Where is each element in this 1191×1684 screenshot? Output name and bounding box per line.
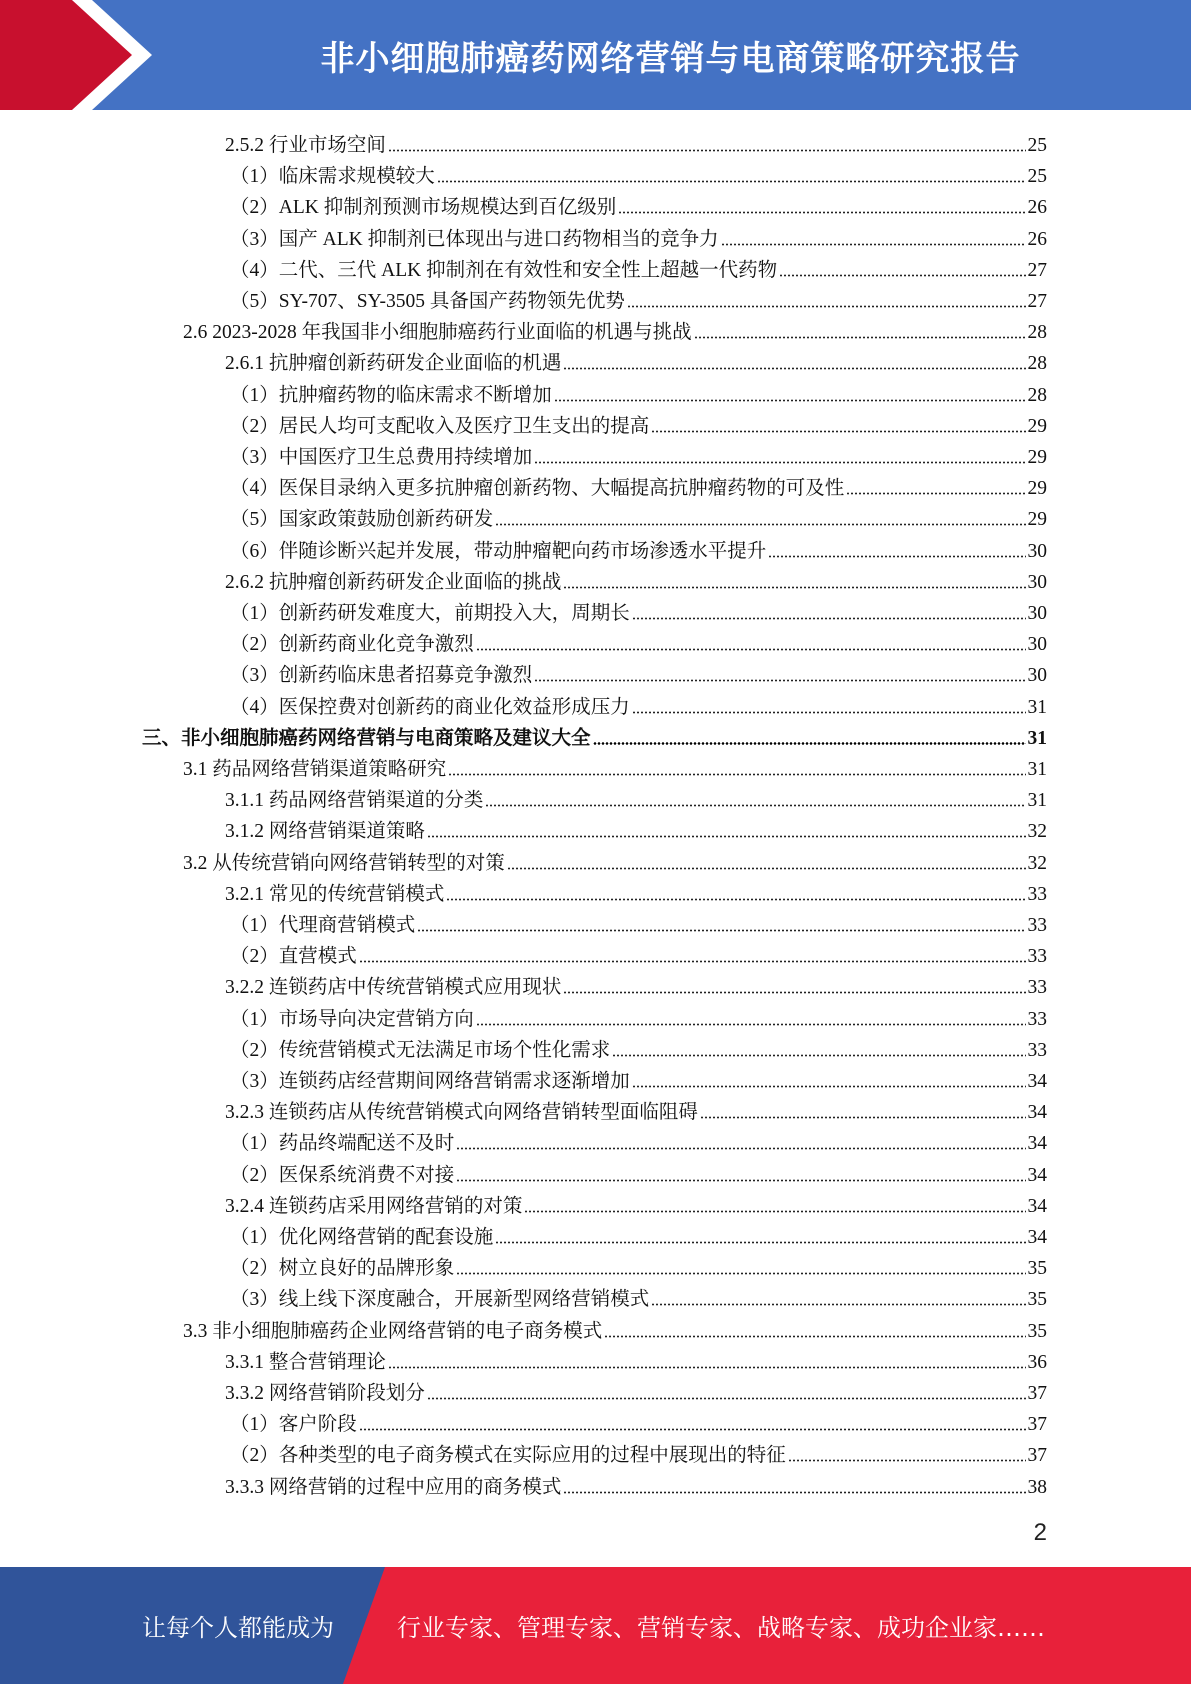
toc-dot-leader: [788, 1459, 1026, 1462]
toc-entry-label: 3.1.2 网络营销渠道策略: [225, 821, 425, 843]
toc-dot-leader: [359, 960, 1026, 963]
toc-entry[interactable]: [230, 189, 1047, 220]
toc-entry[interactable]: [230, 1250, 1047, 1281]
toc-entry-page: 25: [1027, 166, 1047, 188]
toc-entry[interactable]: [230, 1437, 1047, 1468]
toc-dot-leader: [632, 617, 1026, 620]
toc-dot-leader: [427, 1397, 1026, 1400]
toc-entry-page: 38: [1027, 1476, 1047, 1498]
toc-dot-leader: [563, 991, 1025, 994]
page-footer: [0, 1567, 1191, 1684]
toc-entry-label: 2.6 2023-2028 年我国非小细胞肺癌药行业面临的机遇与挑战: [183, 322, 692, 344]
toc-dot-leader: [456, 1147, 1025, 1150]
toc-entry[interactable]: [230, 439, 1047, 470]
toc-entry-label: （3）创新药临床患者招募竞争激烈: [230, 665, 533, 687]
toc-dot-leader: [485, 804, 1025, 807]
toc-entry-page: 33: [1027, 977, 1047, 999]
toc-entry[interactable]: [225, 127, 1047, 158]
toc-entry[interactable]: [225, 1344, 1047, 1375]
toc-entry-label: （2）各种类型的电子商务模式在实际应用的过程中展现出的特征: [230, 1445, 786, 1467]
toc-entry[interactable]: [225, 1188, 1047, 1219]
toc-entry[interactable]: [230, 907, 1047, 938]
toc-entry[interactable]: [183, 314, 1047, 345]
toc-entry-label: 3.2.2 连锁药店中传统营销模式应用现状: [225, 977, 562, 999]
toc-dot-leader: [846, 492, 1025, 495]
toc-dot-leader: [495, 523, 1025, 526]
toc-entry[interactable]: [225, 876, 1047, 907]
toc-entry[interactable]: [230, 689, 1047, 720]
toc-dot-leader: [554, 399, 1026, 402]
toc-entry-label: 3.2.1 常见的传统营销模式: [225, 883, 445, 905]
toc-entry-label: 2.5.2 行业市场空间: [225, 135, 386, 156]
toc-entry[interactable]: [225, 782, 1047, 813]
toc-entry-page: 32: [1027, 821, 1047, 843]
toc-dot-leader: [563, 1491, 1025, 1494]
toc-entry-page: 28: [1027, 353, 1047, 375]
toc-entry[interactable]: [225, 1375, 1047, 1406]
toc-entry-label: （2）创新药商业化竞争激烈: [230, 634, 474, 656]
toc-entry[interactable]: [230, 158, 1047, 189]
toc-entry-label: 3.3 非小细胞肺癌药企业网络营销的电子商务模式: [183, 1320, 603, 1342]
toc-entry-label: （1）市场导向决定营销方向: [230, 1008, 474, 1030]
toc-dot-leader: [388, 1366, 1026, 1369]
toc-entry-label: （1）临床需求规模较大: [230, 166, 435, 188]
toc-dot-leader: [388, 149, 1026, 152]
toc-entry[interactable]: [230, 1219, 1047, 1250]
toc-dot-leader: [417, 929, 1025, 932]
toc-entry[interactable]: [225, 969, 1047, 1000]
toc-entry[interactable]: [230, 408, 1047, 439]
toc-entry-page: 29: [1027, 447, 1047, 468]
toc-entry-page: 34: [1027, 1102, 1047, 1124]
toc-entry-label: （2）树立良好的品牌形象: [230, 1258, 455, 1280]
toc-entry-page: 30: [1027, 603, 1047, 624]
toc-entry-label: 3.3.2 网络营销阶段划分: [225, 1383, 425, 1404]
toc-entry-label: 2.6.1 抗肿瘤创新药研发企业面临的机遇: [225, 353, 562, 375]
page-header: [0, 0, 1191, 110]
toc-dot-leader: [651, 430, 1025, 433]
toc-dot-leader: [437, 180, 1026, 183]
toc-entry-label: 3.2.3 连锁药店从传统营销模式向网络营销转型面临阻碍: [225, 1102, 698, 1124]
toc-dot-leader: [604, 1335, 1025, 1338]
toc-dot-leader: [593, 742, 1026, 745]
toc-entry-page: 33: [1027, 1008, 1047, 1030]
toc-entry[interactable]: [230, 595, 1047, 626]
footer-slogan-right: 行业专家、管理专家、营销专家、战略专家、成功企业家……: [397, 1614, 1045, 1642]
toc-entry-label: （4）二代、三代 ALK 抑制剂在有效性和安全性上超越一代药物: [230, 259, 778, 281]
toc-dot-leader: [721, 243, 1026, 246]
toc-entry-label: （3）国产 ALK 抑制剂已体现出与进口药物相当的竞争力: [230, 228, 719, 250]
toc-dot-leader: [476, 648, 1026, 651]
toc-entry-page: 34: [1027, 1195, 1047, 1217]
toc-dot-leader: [651, 1303, 1025, 1306]
toc-dot-leader: [563, 586, 1025, 589]
toc-dot-leader: [632, 1085, 1026, 1088]
toc-dot-leader: [456, 1179, 1025, 1182]
toc-dot-leader: [612, 1054, 1025, 1057]
toc-dot-leader: [694, 336, 1026, 339]
toc-entry[interactable]: [230, 470, 1047, 501]
toc-entry-label: （2）居民人均可支配收入及医疗卫生支出的提高: [230, 415, 650, 437]
toc-entry-label: （1）抗肿瘤药物的临床需求不断增加: [230, 384, 552, 406]
toc-dot-leader: [618, 211, 1025, 214]
toc-entry-page: 30: [1027, 540, 1047, 562]
toc-entry-label: （4）医保目录纳入更多抗肿瘤创新药物、大幅提高抗肿瘤药物的可及性: [230, 478, 845, 500]
toc-entry[interactable]: [183, 751, 1047, 782]
toc-dot-leader: [768, 555, 1025, 558]
toc-dot-leader: [495, 1241, 1025, 1244]
toc-dot-leader: [456, 1272, 1025, 1275]
toc-entry-page: 29: [1027, 415, 1047, 437]
toc-entry-page: 29: [1027, 478, 1047, 500]
toc-entry-page: 33: [1027, 946, 1047, 968]
toc-entry-page: 33: [1027, 1039, 1047, 1061]
toc-entry-label: （2）传统营销模式无法满足市场个性化需求: [230, 1039, 611, 1061]
toc-entry-page: 29: [1027, 509, 1047, 531]
toc-entry[interactable]: [230, 1281, 1047, 1312]
toc-entry[interactable]: [230, 252, 1047, 283]
toc-entry[interactable]: [230, 501, 1047, 532]
header-red-arrow: [0, 0, 140, 110]
toc-entry-page: 37: [1027, 1414, 1047, 1436]
toc-dot-leader: [534, 679, 1025, 682]
toc-entry-label: 3.2.4 连锁药店采用网络营销的对策: [225, 1195, 523, 1217]
toc-entry-page: 27: [1027, 259, 1047, 281]
toc-dot-leader: [476, 1023, 1026, 1026]
toc-entry-page: 30: [1027, 634, 1047, 656]
report-title: 非小细胞肺癌药网络营销与电商策略研究报告: [320, 38, 1021, 79]
toc-entry-label: （2）ALK 抑制剂预测市场规模达到百亿级别: [230, 197, 617, 219]
toc-dot-leader: [534, 461, 1025, 464]
toc-entry-label: 三、非小细胞肺癌药网络营销与电商策略及建议大全: [142, 727, 591, 749]
toc-entry-label: （1）创新药研发难度大，前期投入大，周期长: [230, 603, 630, 624]
toc-entry-page: 25: [1027, 135, 1047, 156]
toc-entry[interactable]: [230, 1157, 1047, 1188]
toc-entry[interactable]: [230, 533, 1047, 564]
toc-entry[interactable]: [230, 1406, 1047, 1437]
toc-entry-page: 31: [1027, 790, 1047, 812]
toc-dot-leader: [627, 305, 1026, 308]
toc-dot-leader: [524, 1210, 1025, 1213]
toc-entry[interactable]: [225, 345, 1047, 376]
toc-entry[interactable]: [230, 657, 1047, 688]
toc-entry[interactable]: [230, 626, 1047, 657]
toc-entry-label: 3.3.1 整合营销理论: [225, 1351, 386, 1373]
toc-entry-label: （4）医保控费对创新药的商业化效益形成压力: [230, 696, 630, 718]
toc-entry-label: （5）SY-707、SY-3505 具备国产药物领先优势: [230, 291, 625, 312]
toc-entry-page: 28: [1027, 322, 1047, 344]
toc-entry-label: 2.6.2 抗肿瘤创新药研发企业面临的挑战: [225, 571, 562, 593]
toc-entry-page: 36: [1027, 1351, 1047, 1373]
toc-entry-page: 32: [1027, 852, 1047, 874]
toc-entry-page: 33: [1027, 915, 1047, 936]
toc-entry-label: （1）优化网络营销的配套设施: [230, 1227, 494, 1248]
toc-entry-page: 34: [1027, 1071, 1047, 1092]
toc-entry-page: 37: [1027, 1383, 1047, 1404]
toc-entry-label: （3）中国医疗卫生总费用持续增加: [230, 447, 533, 468]
toc-entry-page: 27: [1027, 291, 1047, 312]
toc-dot-leader: [632, 711, 1026, 714]
toc-entry-label: （3）连锁药店经营期间网络营销需求逐渐增加: [230, 1071, 630, 1092]
toc-entry-label: 3.2 从传统营销向网络营销转型的对策: [183, 852, 505, 874]
toc-entry[interactable]: [230, 1032, 1047, 1063]
toc-entry-page: 34: [1027, 1227, 1047, 1248]
toc-entry[interactable]: [225, 1469, 1047, 1500]
toc-entry-label: （1）药品终端配送不及时: [230, 1133, 455, 1155]
toc-entry-label: （6）伴随诊断兴起并发展，带动肿瘤靶向药市场渗透水平提升: [230, 540, 767, 562]
toc-entry-label: （1）客户阶段: [230, 1414, 357, 1436]
toc-dot-leader: [779, 274, 1025, 277]
toc-dot-leader: [427, 835, 1026, 838]
toc-entry-page: 35: [1027, 1289, 1047, 1311]
toc-entry-label: （2）直营模式: [230, 946, 357, 968]
toc-entry[interactable]: [225, 1094, 1047, 1125]
toc-entry[interactable]: [225, 813, 1047, 844]
toc-dot-leader: [507, 867, 1026, 870]
toc-entry-page: 33: [1027, 883, 1047, 905]
toc-dot-leader: [563, 367, 1025, 370]
toc-entry-label: （3）线上线下深度融合，开展新型网络营销模式: [230, 1289, 650, 1311]
toc-entry-page: 28: [1027, 384, 1047, 406]
toc-entry-label: 3.3.3 网络营销的过程中应用的商务模式: [225, 1476, 562, 1498]
toc-entry[interactable]: [230, 1125, 1047, 1156]
toc-entry-page: 35: [1027, 1320, 1047, 1342]
toc-entry[interactable]: [230, 1063, 1047, 1094]
toc-entry[interactable]: [183, 845, 1047, 876]
toc-entry-page: 34: [1027, 1133, 1047, 1155]
toc-entry-page: 26: [1027, 228, 1047, 250]
toc-entry-label: （5）国家政策鼓励创新药研发: [230, 509, 494, 531]
toc-entry-page: 30: [1027, 665, 1047, 687]
toc-entry-label: （1）代理商营销模式: [230, 915, 416, 936]
toc-entry[interactable]: [230, 283, 1047, 314]
toc-entry-page: 35: [1027, 1258, 1047, 1280]
toc-entry[interactable]: [183, 1313, 1047, 1344]
toc-entry[interactable]: [142, 720, 1047, 751]
toc-entry[interactable]: [230, 1001, 1047, 1032]
toc-entry[interactable]: [230, 377, 1047, 408]
toc-dot-leader: [446, 898, 1025, 901]
toc-entry-page: 37: [1027, 1445, 1047, 1467]
toc-dot-leader: [448, 773, 1025, 776]
toc-entry-page: 31: [1027, 759, 1047, 780]
toc-entry-page: 31: [1027, 727, 1047, 749]
toc-entry-label: 3.1.1 药品网络营销渠道的分类: [225, 790, 484, 812]
toc-entry-page: 34: [1027, 1164, 1047, 1186]
page-number: 2: [1033, 1519, 1047, 1546]
toc-entry[interactable]: [230, 221, 1047, 252]
toc-entry-label: 3.1 药品网络营销渠道策略研究: [183, 759, 447, 780]
toc-dot-leader: [359, 1428, 1026, 1431]
footer-slogan-left: 让每个人都能成为: [142, 1614, 334, 1642]
toc-entry[interactable]: [230, 938, 1047, 969]
toc-entry-page: 30: [1027, 571, 1047, 593]
toc-entry-page: 26: [1027, 197, 1047, 219]
toc-entry-label: （2）医保系统消费不对接: [230, 1164, 455, 1186]
toc-dot-leader: [700, 1116, 1026, 1119]
toc-entry-page: 31: [1027, 696, 1047, 718]
toc-entry[interactable]: [225, 564, 1047, 595]
